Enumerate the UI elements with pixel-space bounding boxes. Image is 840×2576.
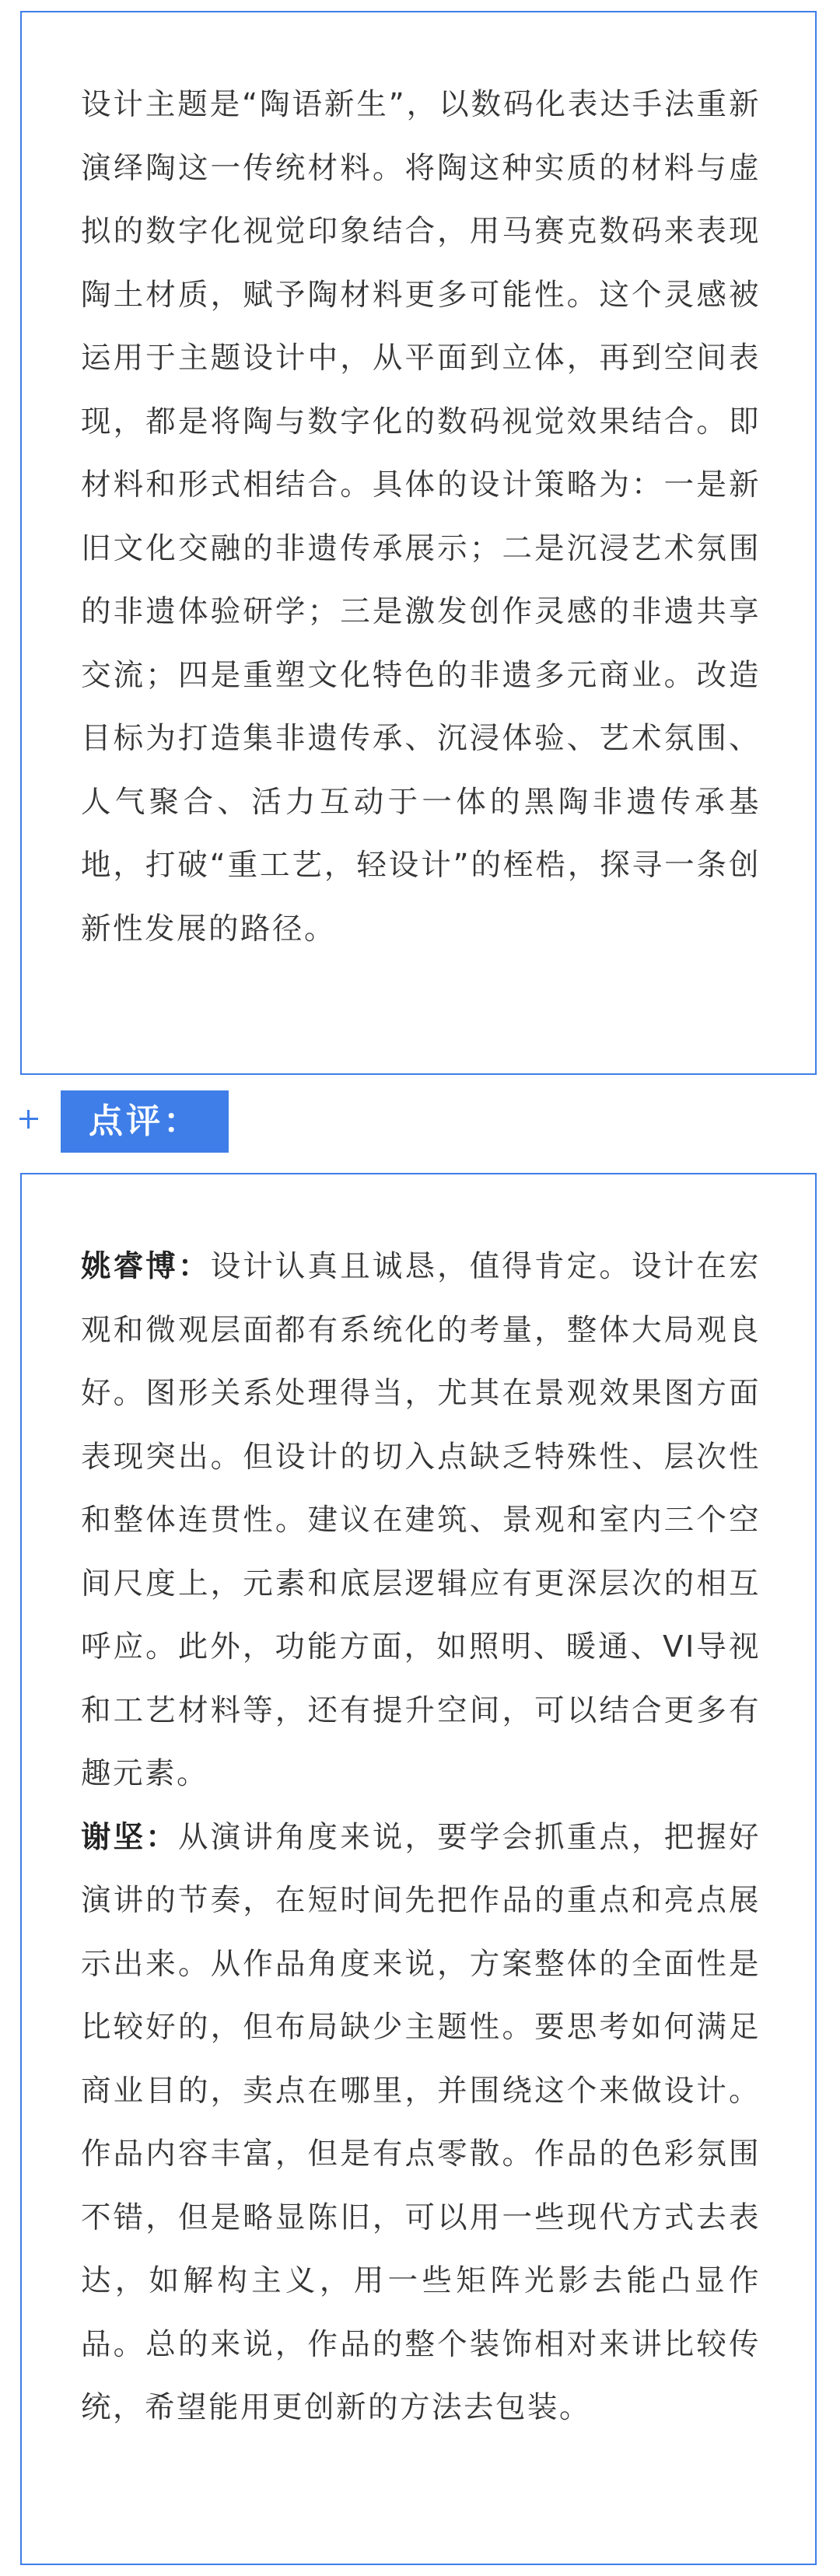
reviewer-name-2: 谢坚： <box>81 1819 178 1855</box>
review-box <box>20 1173 817 2565</box>
theme-description-text: 设计主题是“陶语新生”，以数码化表达手法重新演绎陶这一传统材料。将陶这种实质的材料与虚拟的数字化视觉印象结合，用马赛克数码来表现陶土材质，赋予陶材料更多可能性。这个灵感被运用于主题设计中，从平面到立体，再到空间表现，都是将陶与数字化的数码视觉效果结合。即材料和形式相结合。具体的设计策略为：一是新旧文化交融的非遗传承展示；二是沉浸艺术氛围的非遗体验研学；三是激发创作灵感的非遗共享交流；四是重塑文化特色的非遗多元商业。改造目标为打造集非遗传承、沉浸体验、艺术氛围、人气聚合、活力互动于一体的黑陶非遗传承基地，打破“重工艺，轻设计”的桎梏，探寻一条创新性发展的路径。 <box>81 87 761 947</box>
reviewer-name-1: 姚睿博： <box>81 1249 211 1284</box>
review-text-1: 设计认真且诚恳，值得肯定。设计在宏观和微观层面都有系统化的考量，整体大局观良好。图形关系处理得当，尤其在景观效果图方面表现突出。但设计的切入点缺乏特殊性、层次性和整体连贯性。建议在建筑、景观和室内三个空间尺度上，元素和底层逻辑应有更深层次的相互呼应。此外，功能方面，如照明、暖通、VI导视和工艺材料等，还有提升空间，可以结合更多有趣元素。 <box>81 1249 761 1791</box>
review-text-2: 从演讲角度来说，要学会抓重点，把握好演讲的节奏，在短时间先把作品的重点和亮点展示出来。从作品角度来说，方案整体的全面性是比较好的，但布局缺少主题性。要思考如何满足商业目的，卖点在哪里，并围绕这个来做设计。作品内容丰富，但是有点零散。作品的色彩氛围不错，但是略显陈旧，可以用一些现代方式去表达，如解构主义，用一些矩阵光影去能凸显作品。总的来说，作品的整个装饰相对来讲比较传统，希望能用更创新的方法去包装。 <box>81 1819 761 2425</box>
review-label-badge: 点评： <box>61 1090 229 1153</box>
review-section-header <box>0 1090 840 1153</box>
theme-description-box <box>20 11 817 1075</box>
review-paragraph-2 <box>81 1806 761 2440</box>
review-paragraph-1 <box>81 1235 761 1806</box>
plus-icon <box>17 1108 40 1131</box>
